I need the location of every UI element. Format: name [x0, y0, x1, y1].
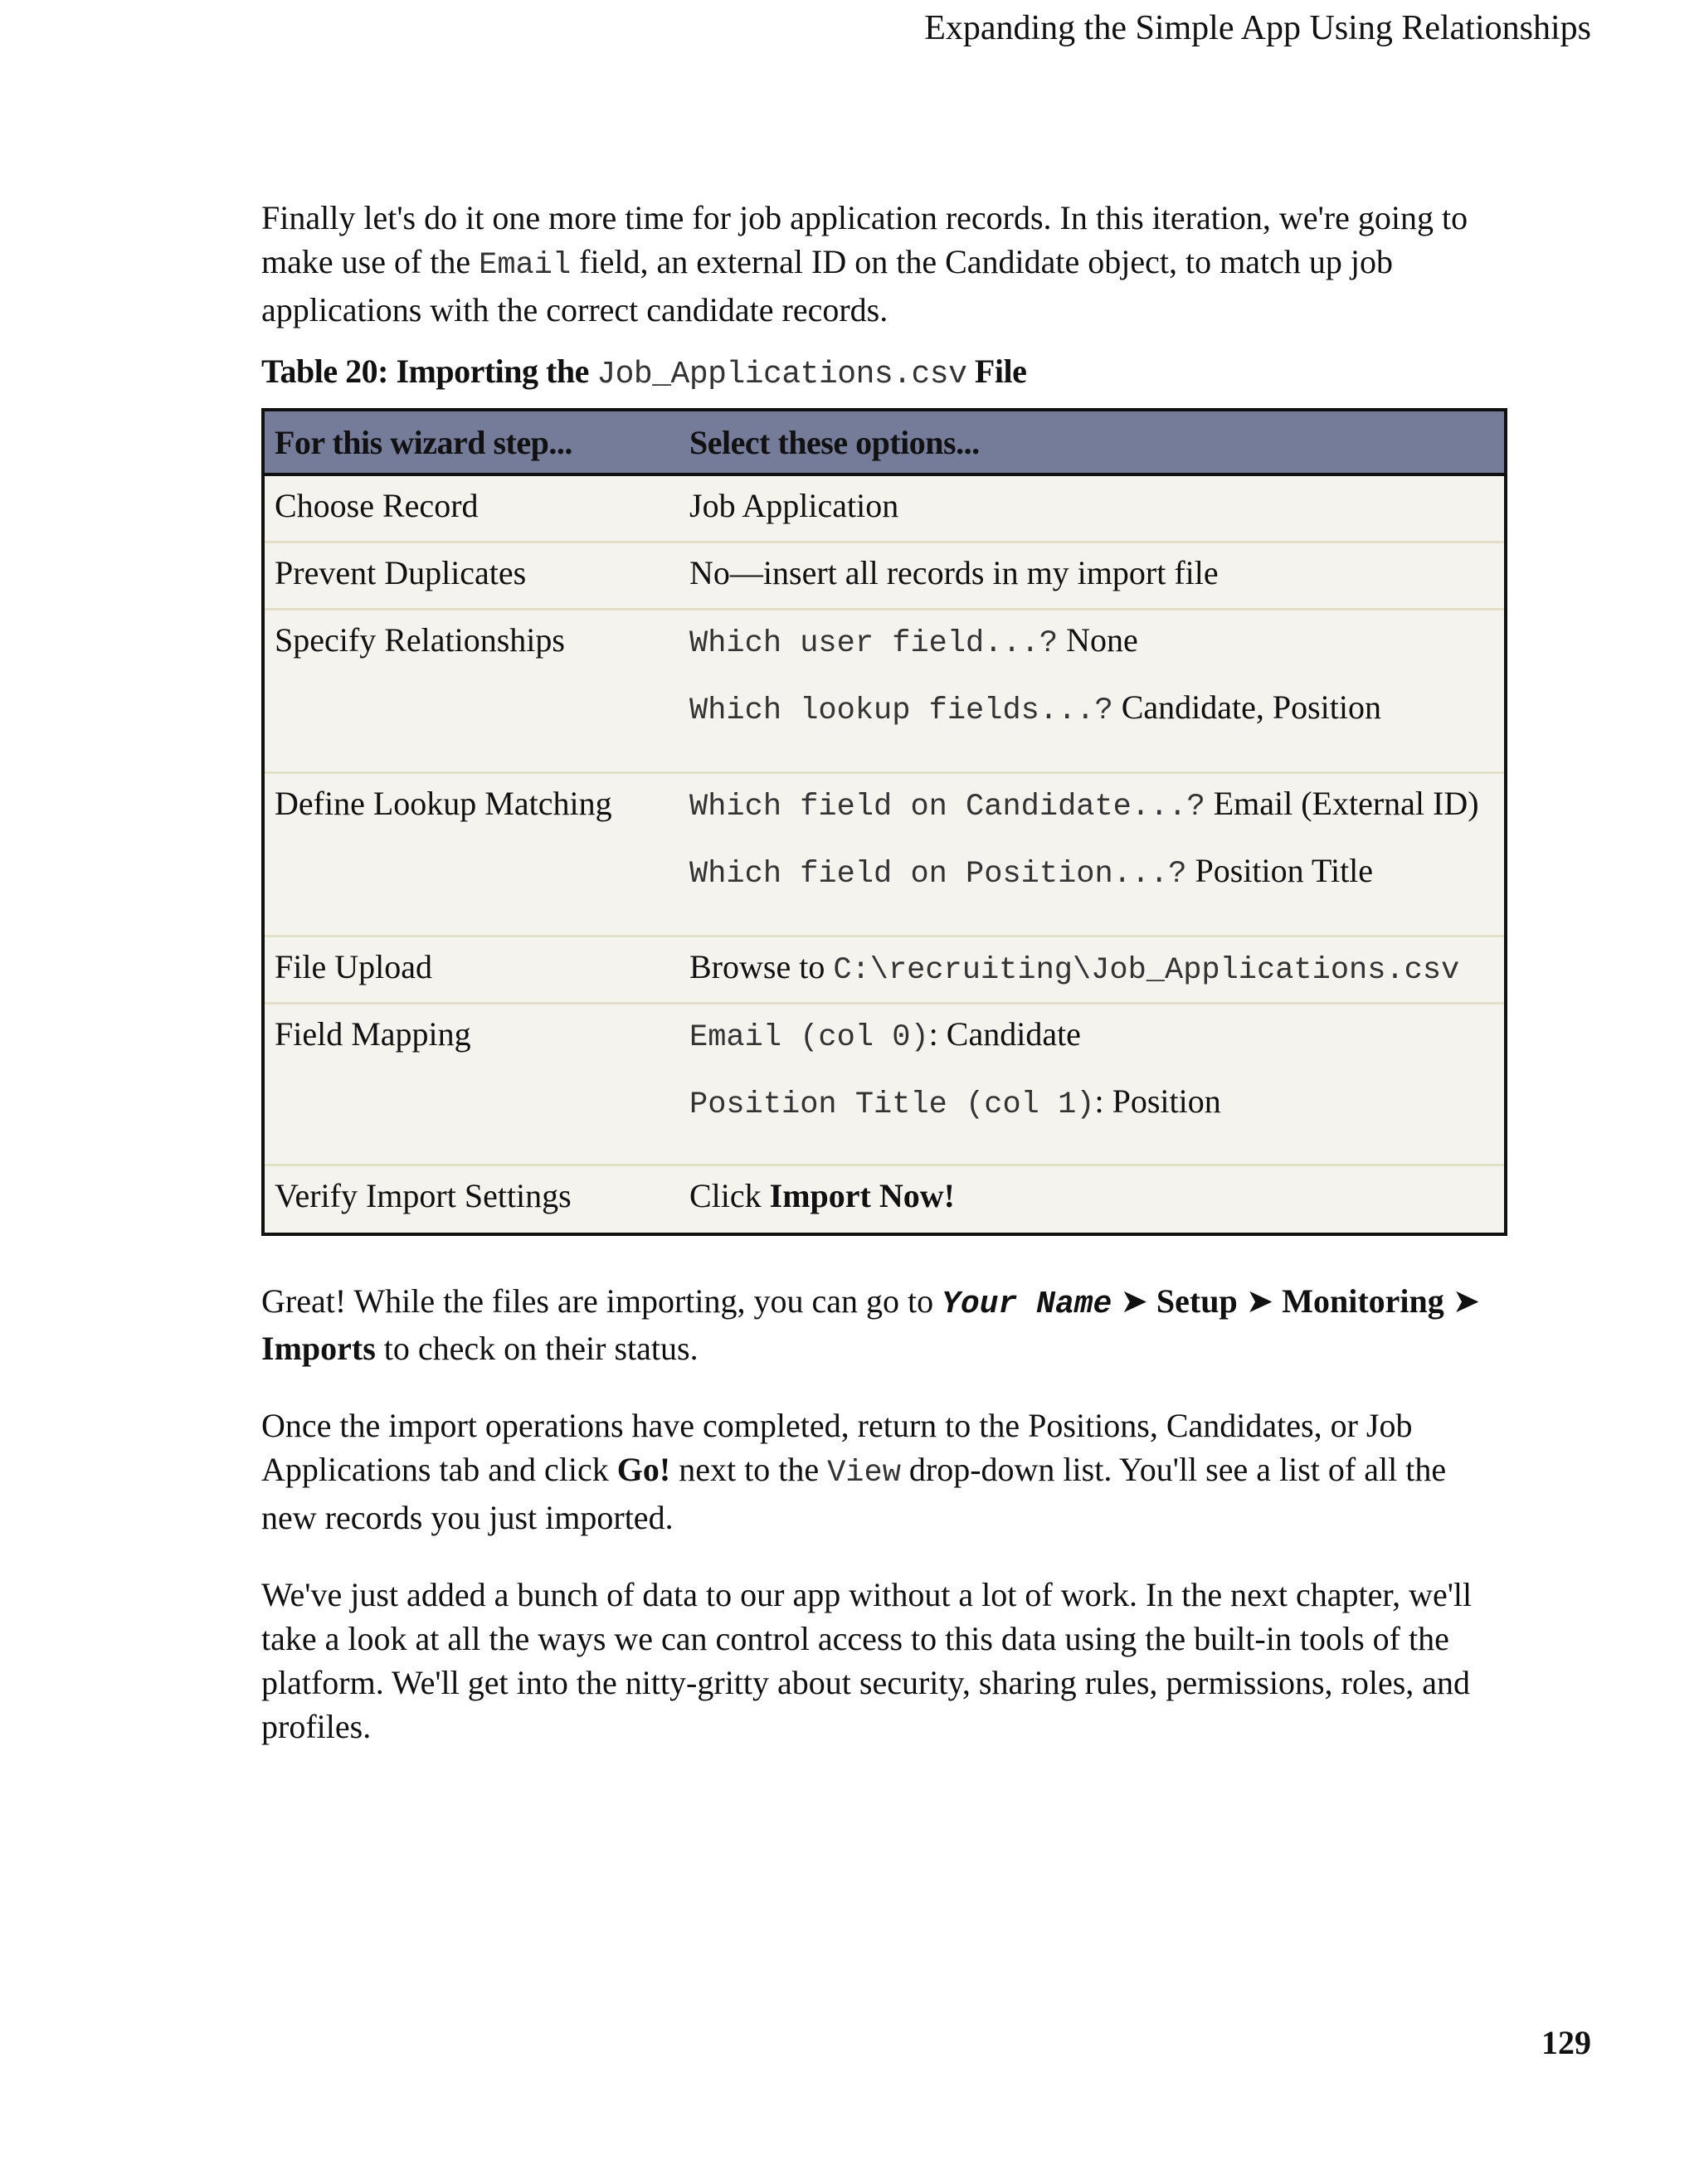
option-line: Which field on Candidate...? Email (External ID)	[689, 785, 1479, 824]
page-content	[261, 196, 1506, 1749]
your-name-placeholder: Your Name	[942, 1287, 1112, 1322]
table-row	[263, 474, 1506, 542]
inline-code-view: View	[827, 1456, 901, 1491]
table-row	[263, 773, 1506, 936]
next-chapter-paragraph: We've just added a bunch of data to our app without a lot of work. In the next chapter, we'll take a look at all the ways we can control access to this data using the built-in tools of the platform. We'll get into the nitty-gritty about security, sharing rules, permissions, roles, and profiles.	[261, 1576, 1473, 1745]
breadcrumb-monitoring: Monitoring	[1282, 1282, 1444, 1320]
closing-section	[261, 1279, 1506, 1749]
option-cell: Browse to C:\recruiting\Job_Applications.csv	[679, 936, 1506, 1004]
table-row	[263, 1004, 1506, 1165]
step-cell: Prevent Duplicates	[263, 542, 679, 610]
option-line: Which lookup fields...? Candidate, Position	[689, 688, 1382, 728]
breadcrumb-arrow-icon: ➤	[1112, 1282, 1156, 1320]
import-wizard-table	[261, 408, 1507, 1236]
completion-paragraph: Once the import operations have completed, return to the Positions, Candidates, or Job Applications tab and click Go! next to the View drop-down list. You'll see a list of all the new records you just imported.	[261, 1407, 1447, 1536]
step-cell: Field Mapping	[263, 1004, 679, 1165]
table-row	[263, 610, 1506, 773]
file-path: C:\recruiting\Job_Applications.csv	[833, 953, 1460, 988]
step-cell: Choose Record	[263, 474, 679, 542]
step-cell: Verify Import Settings	[263, 1165, 679, 1235]
status-paragraph: Great! While the files are importing, you can go to Your Name ➤ Setup ➤ Monitoring ➤ Imports to check on their status.	[261, 1282, 1481, 1367]
page-number: 129	[1541, 2024, 1591, 2061]
table-row	[263, 542, 1506, 610]
option-cell: No—insert all records in my import file	[679, 542, 1506, 610]
option-line: Email (col 0): Candidate	[689, 1015, 1081, 1055]
header-wizard-step: For this wizard step...	[263, 410, 679, 474]
intro-paragraph: Finally let's do it one more time for job application records. In this iteration, we're going to make use of the Email field, an external ID on the Candidate object, to match up job applications with the correct candidate records.	[261, 199, 1468, 328]
header-options: Select these options...	[679, 410, 1506, 474]
option-cell	[679, 1004, 1506, 1165]
table-row	[263, 1165, 1506, 1235]
table-header-row	[263, 410, 1506, 474]
step-cell: Specify Relationships	[263, 610, 679, 773]
breadcrumb-setup: Setup	[1156, 1282, 1238, 1320]
option-cell: Job Application	[679, 474, 1506, 542]
inline-code-email: Email	[479, 248, 572, 283]
running-header: Expanding the Simple App Using Relationships	[924, 9, 1591, 47]
option-cell: Click Import Now!	[679, 1165, 1506, 1235]
breadcrumb-imports: Imports	[261, 1330, 376, 1367]
step-cell: Define Lookup Matching	[263, 773, 679, 936]
option-line: Position Title (col 1): Position	[689, 1082, 1221, 1122]
go-label: Go!	[616, 1451, 671, 1488]
table-row	[263, 936, 1506, 1004]
table-caption: Table 20: Importing the Job_Applications.csv File	[261, 353, 1027, 392]
caption-filename: Job_Applications.csv	[596, 357, 967, 392]
step-cell: File Upload	[263, 936, 679, 1004]
breadcrumb-arrow-icon: ➤	[1443, 1282, 1481, 1320]
option-line: Which user field...? None	[689, 621, 1138, 661]
breadcrumb-arrow-icon: ➤	[1237, 1282, 1283, 1320]
option-cell	[679, 610, 1506, 773]
option-cell	[679, 773, 1506, 936]
import-now-label: Import Now!	[769, 1177, 955, 1214]
option-line: Which field on Position...? Position Title	[689, 852, 1374, 892]
